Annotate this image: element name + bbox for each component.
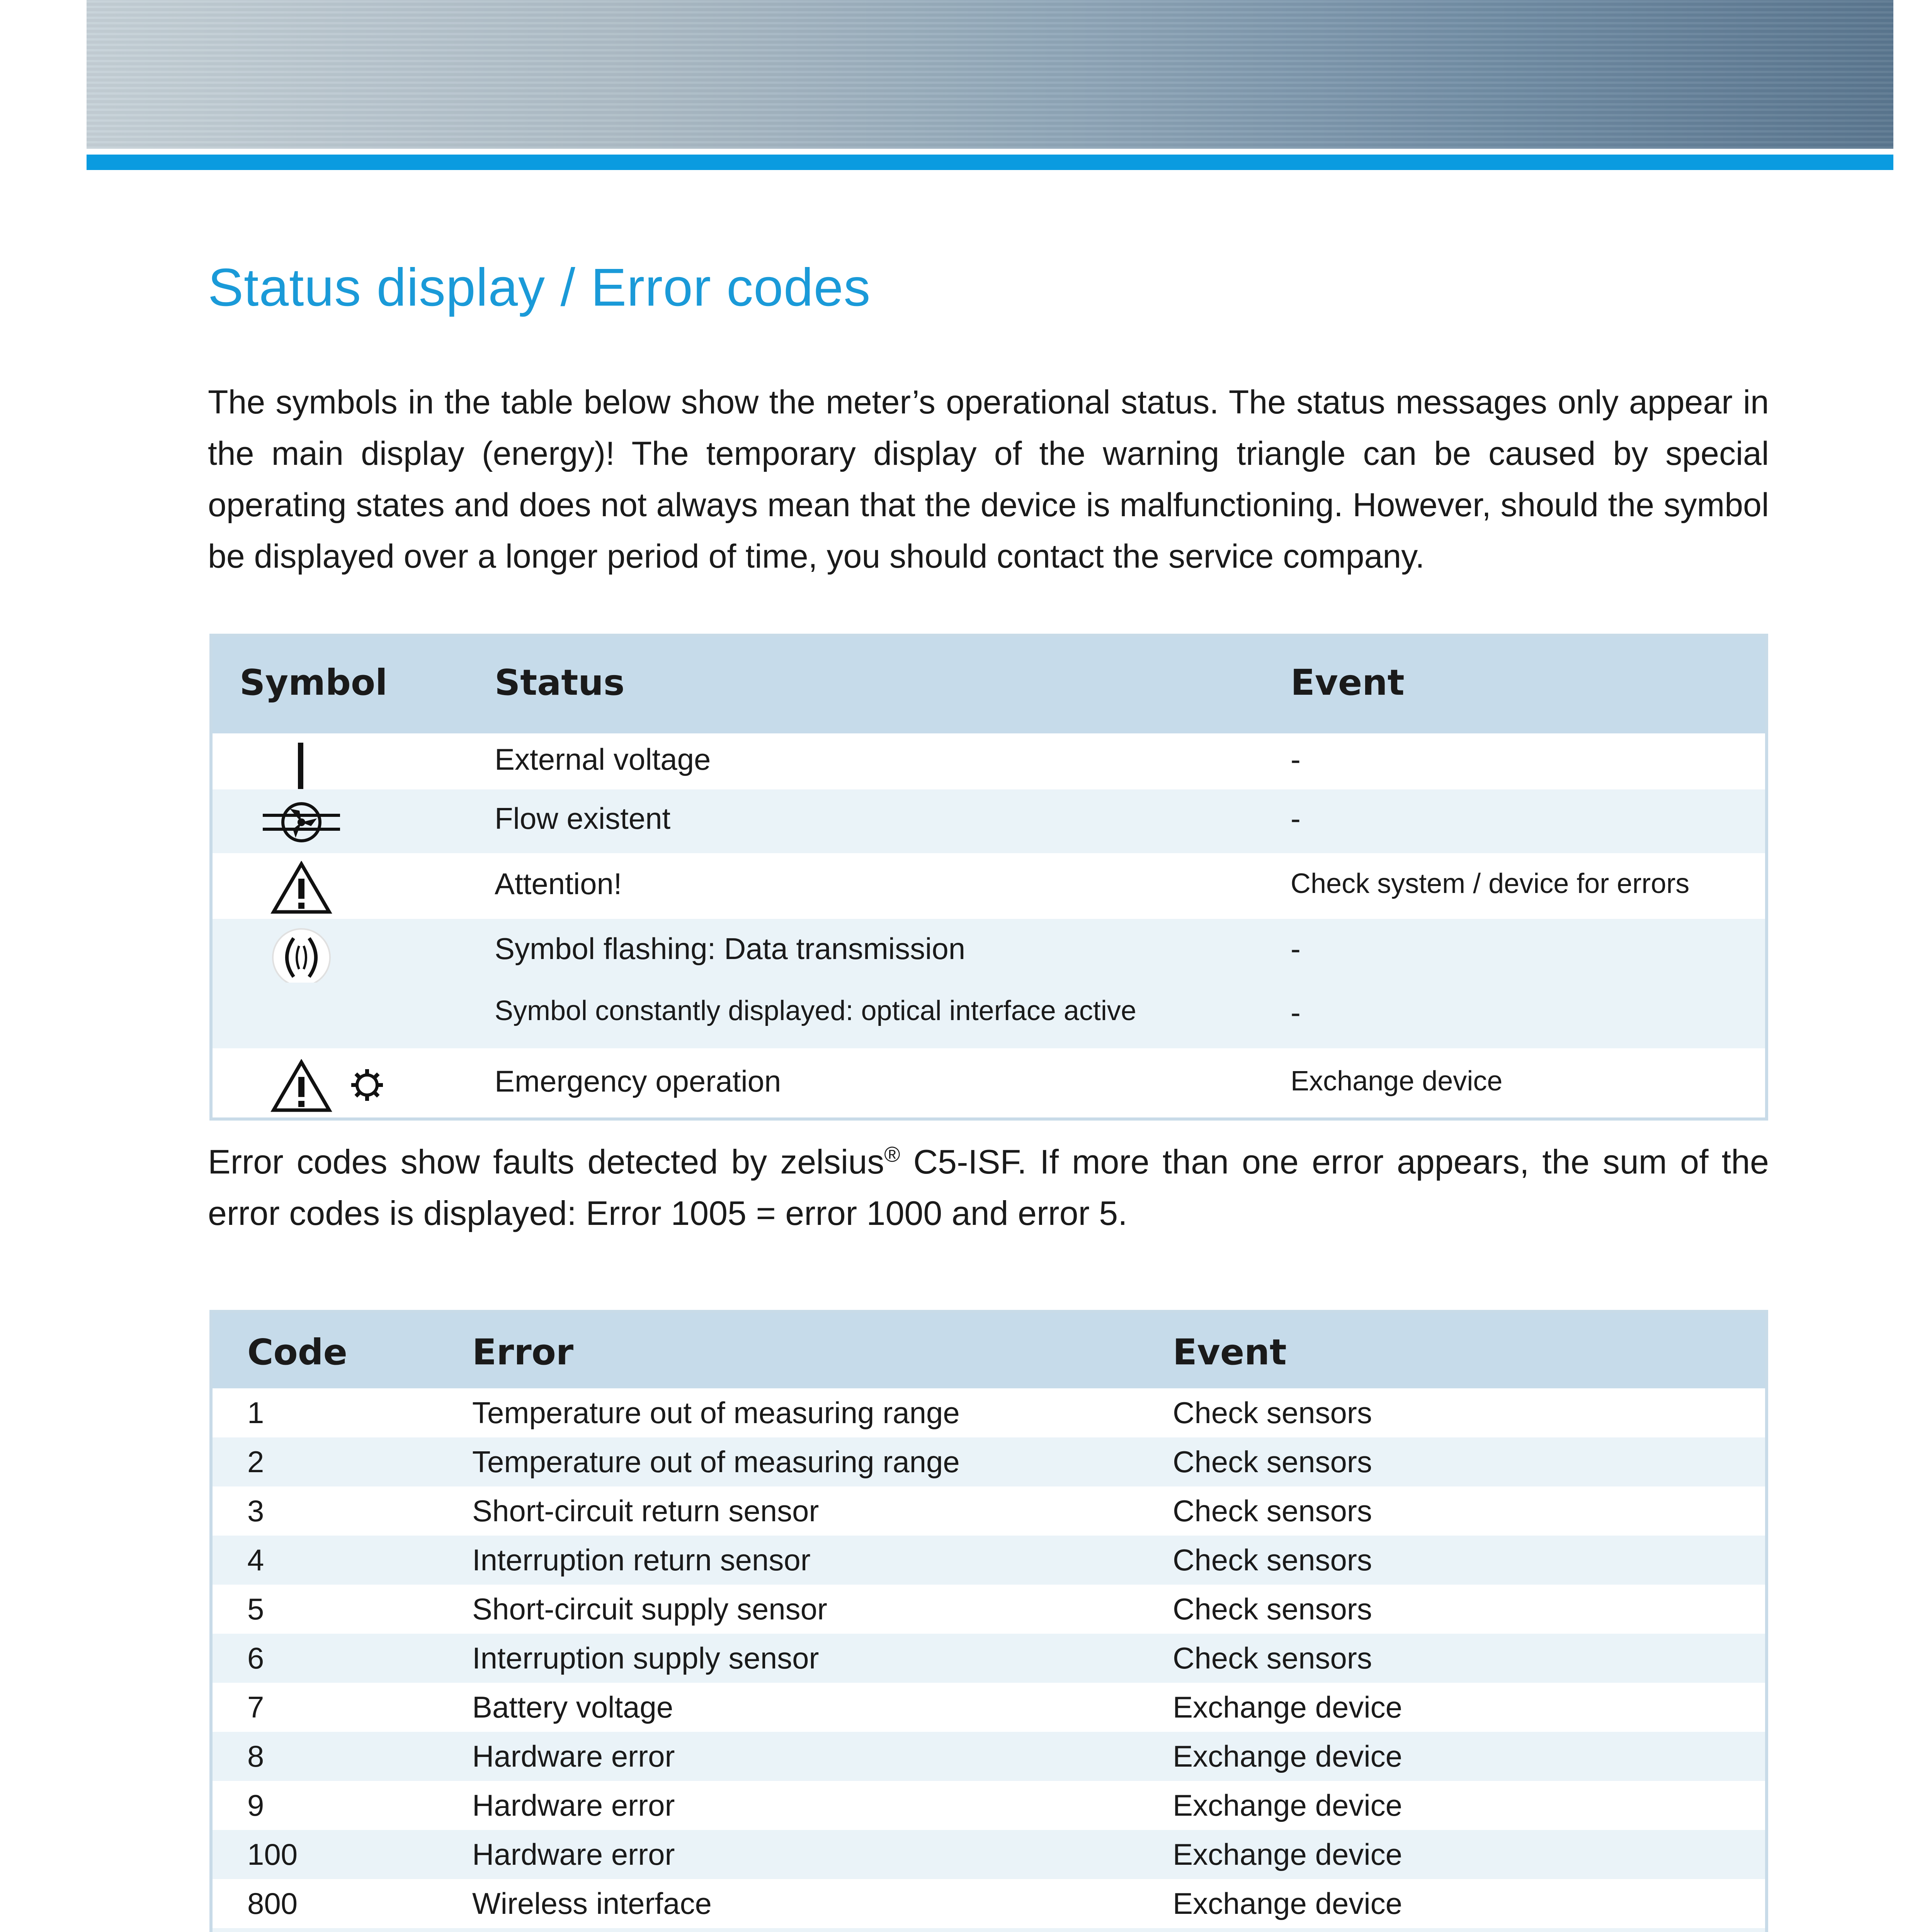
status-label: Symbol flashing: Data transmission xyxy=(495,932,966,966)
status-row xyxy=(213,733,1765,789)
error-error-cell: Short-circuit supply sensor xyxy=(472,1592,828,1626)
header-accent-line xyxy=(87,155,1893,170)
status-table xyxy=(209,634,1768,1121)
error-error-cell: Temperature out of measuring range xyxy=(472,1396,960,1430)
error-code-cell: 7 xyxy=(247,1690,264,1724)
status-event: - xyxy=(1291,995,1301,1029)
error-event-cell: Exchange device xyxy=(1173,1837,1403,1871)
error-event-cell: Check sensors xyxy=(1173,1543,1372,1577)
table-row xyxy=(213,1536,1765,1585)
error-code-cell: 2 xyxy=(247,1445,264,1479)
header-banner xyxy=(87,0,1893,149)
table-row xyxy=(213,1928,1765,1932)
header-event: Event xyxy=(1173,1332,1287,1373)
error-code-cell: 5 xyxy=(247,1592,264,1626)
flow-icon xyxy=(263,799,340,845)
error-code-cell: 800 xyxy=(247,1886,298,1920)
error-event-cell: Check sensors xyxy=(1173,1592,1372,1626)
status-event: - xyxy=(1291,742,1301,776)
error-error-cell: Short-circuit return sensor xyxy=(472,1494,819,1528)
error-error-cell: Hardware error xyxy=(472,1739,675,1773)
error-error-cell: Wireless interface xyxy=(472,1886,712,1920)
table-row xyxy=(213,1388,1765,1437)
error-event-cell: Exchange device xyxy=(1173,1886,1403,1920)
error-intro-part1: Error codes show faults detected by zelsius xyxy=(208,1143,884,1181)
header-symbol: Symbol xyxy=(240,662,388,703)
status-event: - xyxy=(1291,932,1301,966)
error-event-cell: Check sensors xyxy=(1173,1494,1372,1528)
error-table xyxy=(209,1310,1768,1932)
error-intro-paragraph xyxy=(208,1136,1769,1239)
status-label: Symbol constantly displayed: optical interface active xyxy=(495,995,1136,1026)
status-label: Flow existent xyxy=(495,801,671,835)
status-event: - xyxy=(1291,801,1301,835)
status-label: External voltage xyxy=(495,742,711,776)
error-code-cell: 3 xyxy=(247,1494,264,1528)
error-event-cell: Exchange device xyxy=(1173,1690,1403,1724)
error-intro-part2: C5-ISF. If more than one error appears, the sum of the error codes is displayed: Error 1005 = error 1000 and error 5. xyxy=(208,1143,1769,1232)
page-title: Status display / Error codes xyxy=(208,258,871,317)
error-code-cell: 6 xyxy=(247,1641,264,1675)
status-label: Emergency operation xyxy=(495,1064,781,1098)
optical-interface-icon xyxy=(270,927,332,988)
status-row xyxy=(213,983,1765,1048)
header-event: Event xyxy=(1291,662,1405,703)
error-error-cell: Hardware error xyxy=(472,1837,675,1871)
intro-paragraph: The symbols in the table below show the meter’s operational status. The status messages only appear in the main display (energy)! The temporary display of the warning triangle can be caused by special operating states and does not always mean that the device is malfunctioning. However, should the symbol be displayed over a longer period of time, you should contact the service company. xyxy=(208,384,1769,575)
status-table-header xyxy=(213,637,1765,733)
status-row xyxy=(213,1048,1765,1118)
gear-icon xyxy=(350,1068,384,1102)
error-code-cell: 1 xyxy=(247,1396,264,1430)
status-row xyxy=(213,789,1765,853)
error-error-cell: Interruption supply sensor xyxy=(472,1641,819,1675)
error-code-cell: 9 xyxy=(247,1788,264,1822)
error-code-cell: 4 xyxy=(247,1543,264,1577)
error-event-cell: Exchange device xyxy=(1173,1739,1403,1773)
status-event: Check system / device for errors xyxy=(1291,868,1690,899)
table-row xyxy=(213,1781,1765,1830)
header-code: Code xyxy=(247,1332,347,1373)
error-event-cell: Check sensors xyxy=(1173,1396,1372,1430)
error-table-body xyxy=(213,1388,1765,1932)
table-row xyxy=(213,1585,1765,1634)
warning-triangle-icon xyxy=(270,1059,332,1113)
registered-mark: ® xyxy=(884,1142,900,1167)
error-error-cell: Battery voltage xyxy=(472,1690,673,1724)
warning-triangle-icon xyxy=(270,861,332,915)
table-row xyxy=(213,1830,1765,1879)
status-label: Attention! xyxy=(495,867,622,901)
error-table-header xyxy=(213,1313,1765,1388)
error-event-cell: Check sensors xyxy=(1173,1445,1372,1479)
table-row xyxy=(213,1486,1765,1536)
header-error: Error xyxy=(472,1332,574,1373)
status-event: Exchange device xyxy=(1291,1066,1503,1097)
error-event-cell: Check sensors xyxy=(1173,1641,1372,1675)
error-error-cell: Interruption return sensor xyxy=(472,1543,811,1577)
table-row xyxy=(213,1634,1765,1683)
table-row xyxy=(213,1732,1765,1781)
error-code-cell: 100 xyxy=(247,1837,298,1871)
table-row xyxy=(213,1683,1765,1732)
table-row xyxy=(213,1879,1765,1928)
external-voltage-icon xyxy=(297,743,304,789)
error-error-cell: Hardware error xyxy=(472,1788,675,1822)
status-row xyxy=(213,853,1765,919)
error-event-cell: Exchange device xyxy=(1173,1788,1403,1822)
error-error-cell: Temperature out of measuring range xyxy=(472,1445,960,1479)
header-status: Status xyxy=(495,662,625,703)
status-row xyxy=(213,919,1765,983)
table-row xyxy=(213,1437,1765,1486)
error-code-cell: 8 xyxy=(247,1739,264,1773)
